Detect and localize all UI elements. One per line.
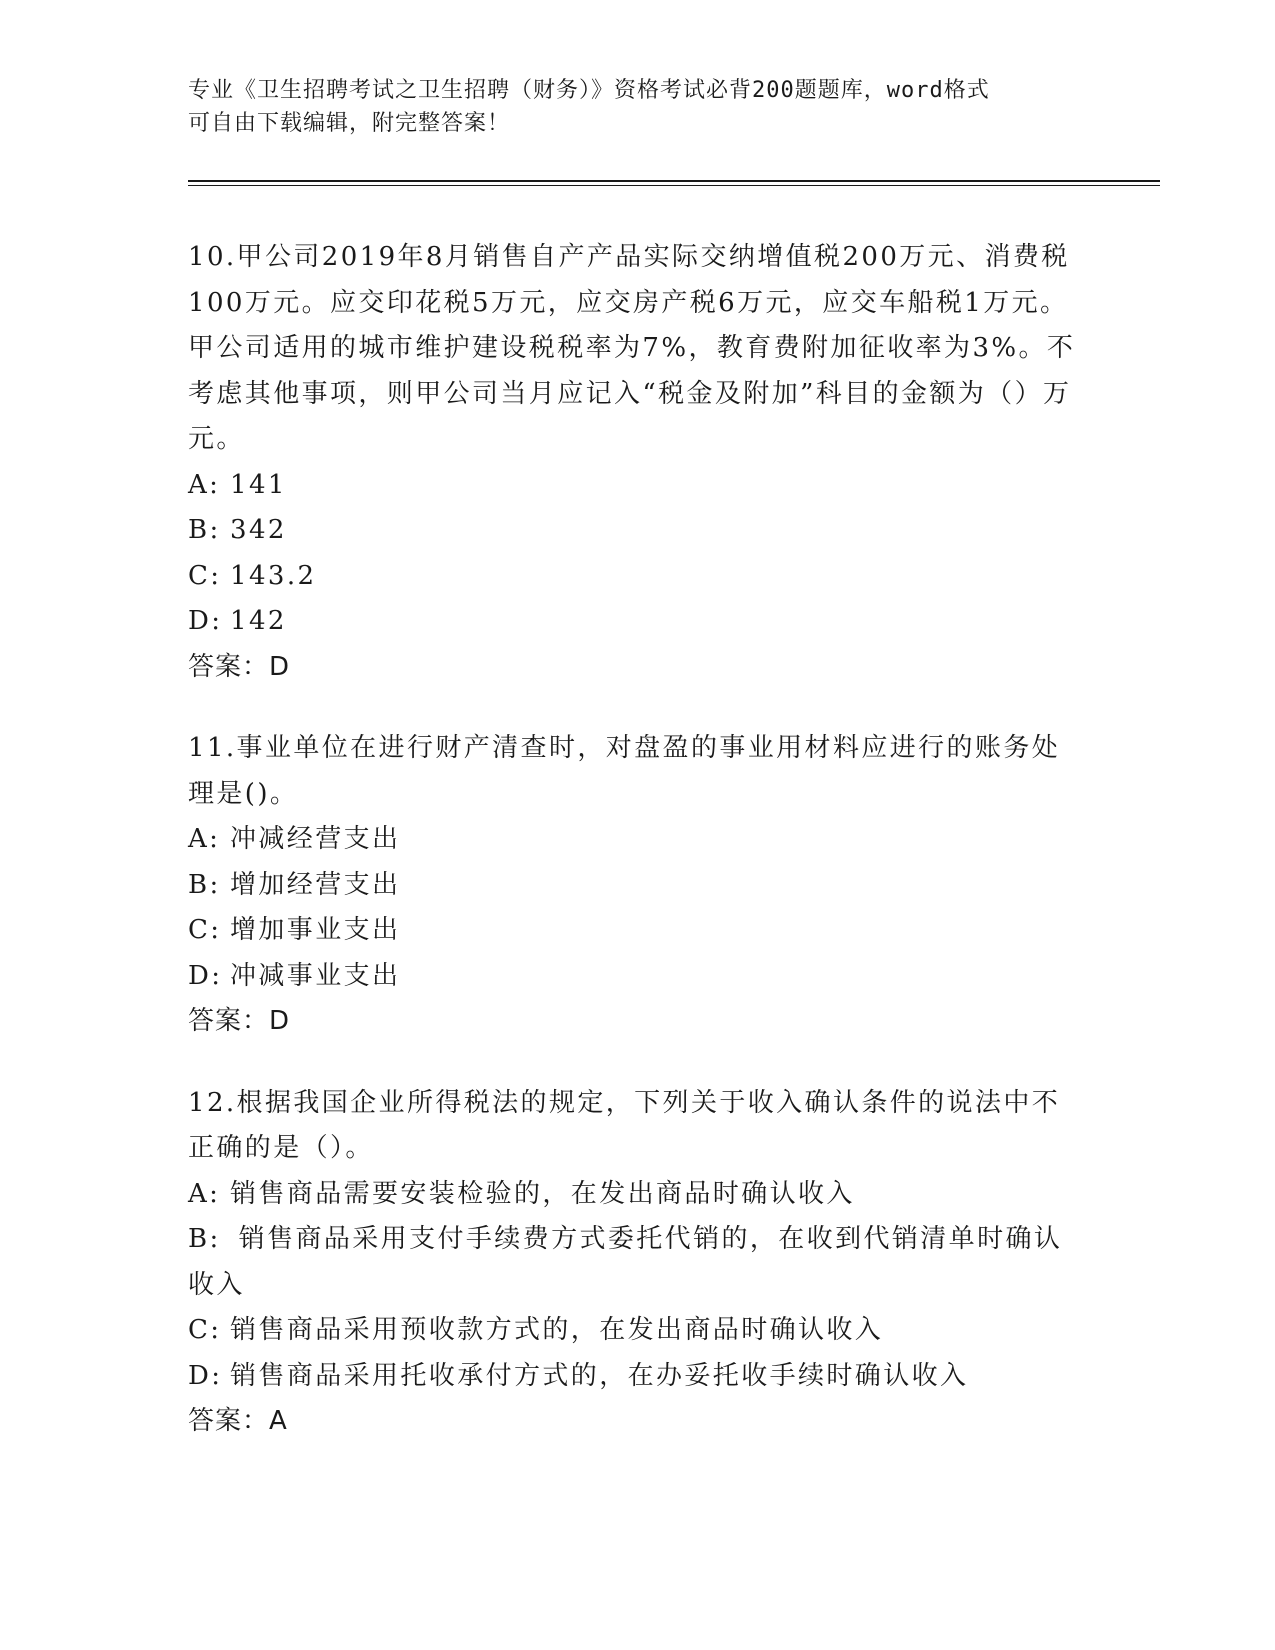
option-label: C: (188, 915, 222, 945)
option-text: 销售商品采用托收承付方式的，在办妥托收手续时确认收入 (230, 1360, 969, 1391)
option-label: D: (188, 1360, 223, 1391)
header-divider-thin (188, 185, 1160, 186)
question-11 (188, 726, 1088, 1045)
question-text: 11.事业单位在进行财产清查时，对盘盈的事业用材料应进行的账务处理是()。 (188, 733, 1061, 809)
option-b (188, 508, 1088, 554)
option-text: 冲减经营支出 (230, 824, 401, 854)
option-text: 141 (230, 469, 287, 500)
answer: 答案：D (188, 651, 291, 682)
option-label: B: (188, 515, 221, 545)
option-label: C: (188, 1315, 222, 1345)
header-divider-thick (188, 180, 1160, 182)
question-10 (188, 235, 1088, 690)
question-text: 12.根据我国企业所得税法的规定，下列关于收入确认条件的说法中不正确的是（）。 (188, 1087, 1061, 1163)
option-c (188, 1308, 1088, 1354)
option-label: B: (188, 1224, 221, 1254)
option-text: 342 (230, 515, 287, 545)
option-label: C: (188, 560, 222, 591)
option-label: A: (188, 824, 221, 854)
option-text: 销售商品采用预收款方式的，在发出商品时确认收入 (230, 1315, 884, 1345)
option-text: 增加事业支出 (230, 915, 401, 945)
option-label: D: (188, 960, 223, 991)
header-line-2: 可自由下载编辑，附完整答案！ (188, 111, 511, 136)
question-list (188, 235, 1088, 1481)
option-label: A: (188, 469, 221, 500)
option-d (188, 954, 1088, 1000)
option-text: 143.2 (230, 560, 317, 591)
option-d (188, 599, 1088, 645)
option-label: B: (188, 869, 221, 900)
option-text: 142 (230, 606, 287, 636)
header-line-1: 专业《卫生招聘考试之卫生招聘（财务）》资格考试必背200题题库，word格式 (188, 78, 990, 103)
option-text: 销售商品采用支付手续费方式委托代销的，在收到代销清单时确认收入 (188, 1224, 1063, 1300)
answer: 答案：A (188, 1406, 288, 1436)
option-c (188, 554, 1088, 600)
option-label: D: (188, 606, 223, 636)
option-text: 增加经营支出 (230, 869, 401, 900)
question-12 (188, 1081, 1088, 1445)
option-a (188, 463, 1088, 509)
option-text: 冲减事业支出 (230, 960, 401, 991)
option-label: A: (188, 1178, 221, 1209)
option-d (188, 1354, 1088, 1400)
option-a (188, 817, 1088, 863)
option-c (188, 908, 1088, 954)
answer: 答案：D (188, 1006, 291, 1036)
document-header (188, 74, 1068, 140)
option-b (188, 1217, 1088, 1308)
option-a (188, 1172, 1088, 1218)
option-b (188, 863, 1088, 909)
question-text: 10.甲公司2019年8月销售自产产品实际交纳增值税200万元、消费税100万元。应交印花税5万元，应交房产税6万元，应交车船税1万元。甲公司适用的城市维护建设税税率为7%，教育费附加征收率为3%。不考虑其他事项，则甲公司当月应记入“税金及附加”科目的金额为（）万元。 (188, 242, 1076, 454)
option-text: 销售商品需要安装检验的，在发出商品时确认收入 (230, 1178, 855, 1209)
